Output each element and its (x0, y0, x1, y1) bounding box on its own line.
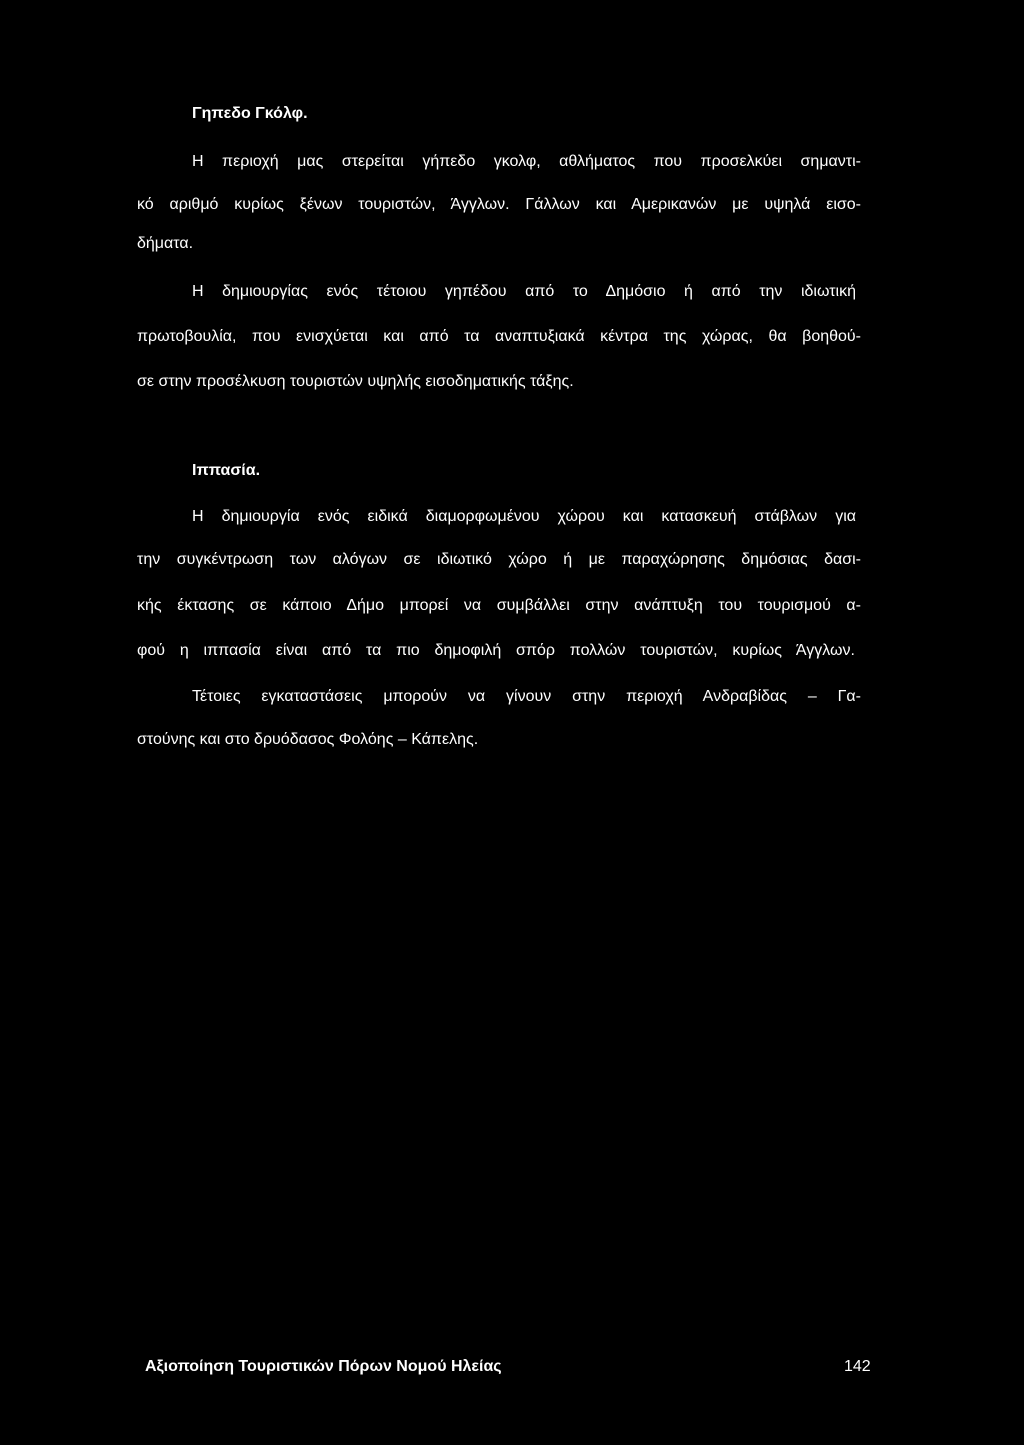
horse-line-3: κής έκτασης σε κάποιο Δήμο μπορεί να συμβάλλει στην ανάπτυξη του τουρισμού α- (137, 597, 861, 614)
golf-line-3: δήματα. (137, 235, 194, 252)
horse-line-2: την συγκέντρωση των αλόγων σε ιδιωτικό χώρο ή με παραχώρησης δημόσιας δασι- (137, 551, 861, 568)
page-number: 142 (844, 1358, 871, 1375)
horse-line-6: στούνης και στο δρυόδασος Φολόης – Κάπελης. (137, 731, 479, 748)
golf-line-6: σε στην προσέλκυση τουριστών υψηλής εισοδηματικής τάξης. (137, 373, 574, 390)
horse-line-4: φού η ιππασία είναι από τα πιο δημοφιλή σπόρ πολλών τουριστών, κυρίως Άγγλων. (137, 642, 855, 659)
golf-line-4: Η δημιουργίας ενός τέτοιου γηπέδου από το Δημόσιο ή από την ιδιωτική (192, 283, 856, 300)
golf-line-1: Η περιοχή μας στερείται γήπεδο γκολφ, αθλήματος που προσελκύει σημαντι- (192, 153, 861, 170)
golf-heading: Γηπεδο Γκόλφ. (192, 105, 308, 122)
golf-line-5: πρωτοβουλία, που ενισχύεται και από τα αναπτυξιακά κέντρα της χώρας, θα βοηθού- (137, 328, 861, 345)
horse-riding-heading: Ιππασία. (192, 462, 261, 479)
horse-line-5: Τέτοιες εγκαταστάσεις μπορούν να γίνουν στην περιοχή Ανδραβίδας – Γα- (192, 688, 861, 705)
horse-line-1: Η δημιουργία ενός ειδικά διαμορφωμένου χώρου και κατασκευή στάβλων για (192, 508, 856, 525)
footer-title: Αξιοποίηση Τουριστικών Πόρων Νομού Ηλείας (145, 1358, 502, 1375)
golf-line-2: κό αριθμό κυρίως ξένων τουριστών, Άγγλων. Γάλλων και Αμερικανών με υψηλά εισο- (137, 196, 861, 213)
